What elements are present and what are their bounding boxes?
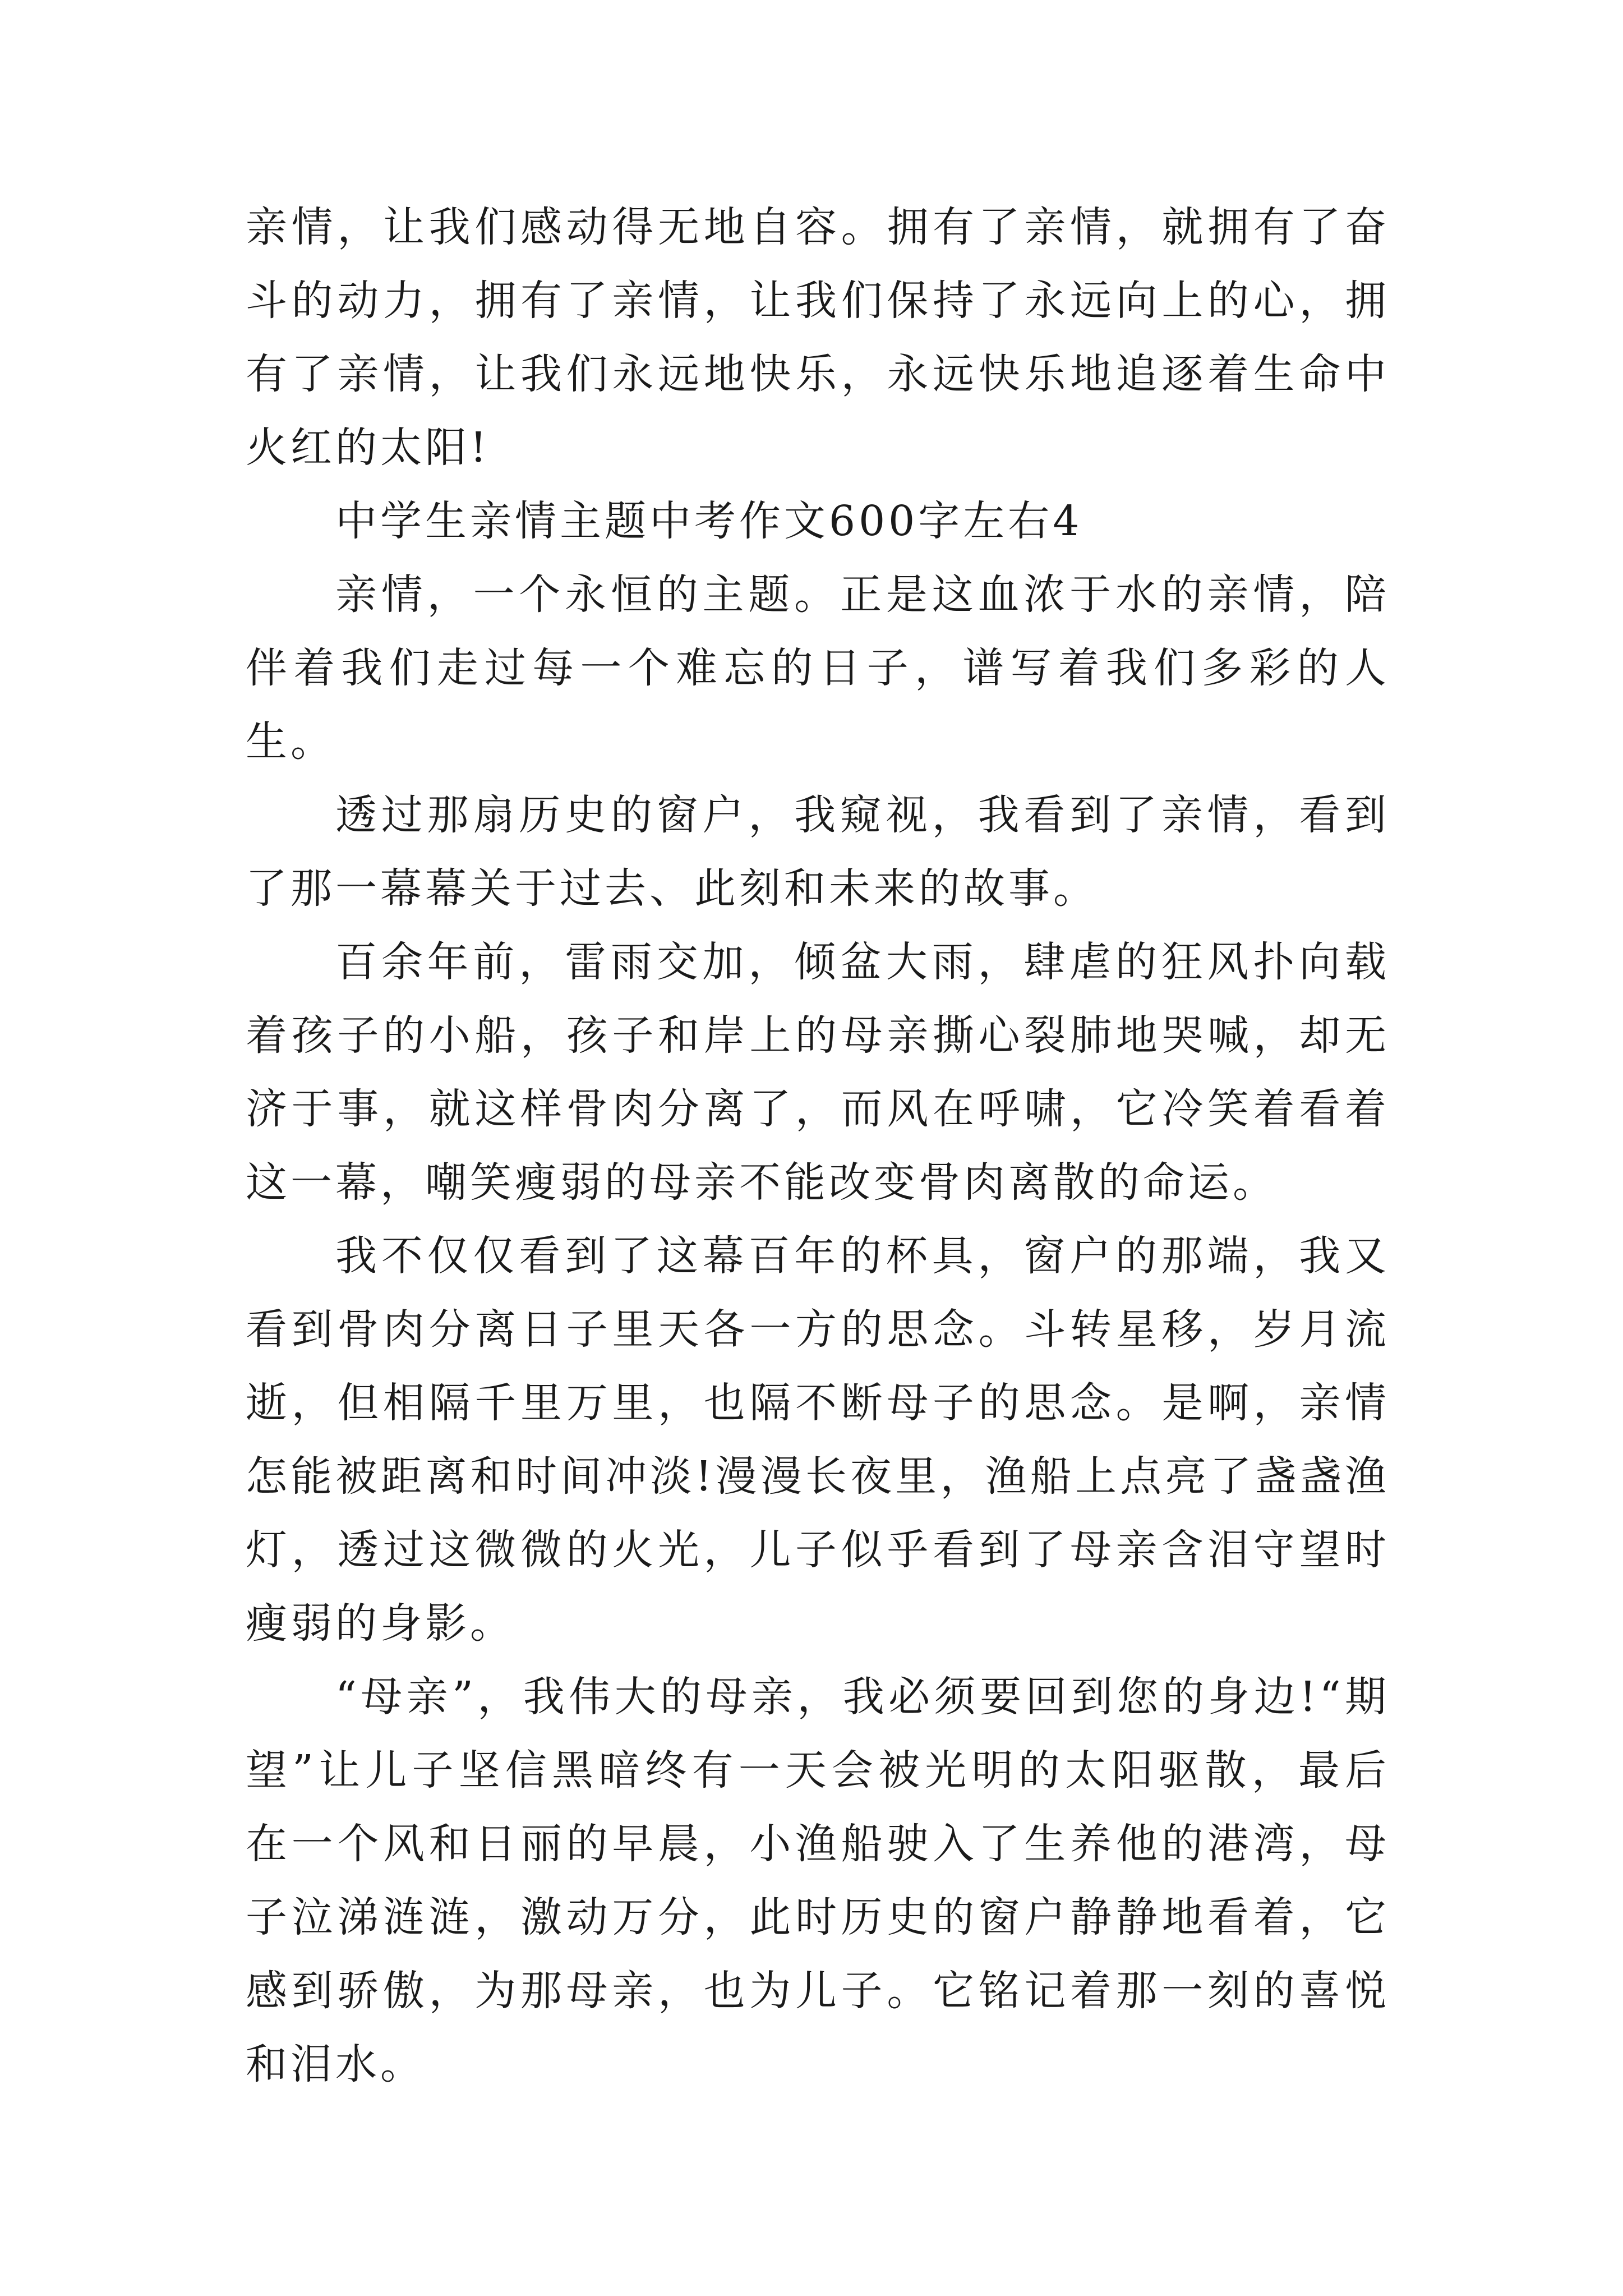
paragraph: 透过那扇历史的窗户，我窥视，我看到了亲情，看到了那一幕幕关于过去、此刻和未来的故事。 bbox=[246, 791, 1390, 913]
paragraph: 百余年前，雷雨交加，倾盆大雨，肆虐的狂风扑向载着孩子的小船，孩子和岸上的母亲撕心裂肺地哭喊，却无济于事，就这样骨肉分离了，而风在呼啸，它冷笑着看着这一幕，嘲笑瘦弱的母亲不能改变骨肉离散的命运。 bbox=[246, 938, 1390, 1207]
paragraph: 我不仅仅看到了这幕百年的杯具，窗户的那端，我又看到骨肉分离日子里天各一方的思念。斗转星移，岁月流逝，但相隔千里万里，也隔不断母子的思念。是啊，亲情怎能被距离和时间冲淡!漫漫长夜里，渔船上点亮了盏盏渔灯，透过这微微的火光，儿子似乎看到了母亲含泪守望时瘦弱的身影。 bbox=[246, 1232, 1390, 1648]
document-body bbox=[246, 191, 1390, 2101]
paragraph: 亲情，一个永恒的主题。正是这血浓于水的亲情，陪伴着我们走过每一个难忘的日子，谱写着我们多彩的人生。 bbox=[246, 570, 1390, 766]
essay-title: 中学生亲情主题中考作文600字左右4 bbox=[335, 497, 1083, 545]
paragraph-continuation: 亲情，让我们感动得无地自容。拥有了亲情，就拥有了奋斗的动力，拥有了亲情，让我们保持了永远向上的心，拥有了亲情，让我们永远地快乐，永远快乐地追逐着生命中火红的太阳! bbox=[246, 203, 1390, 472]
paragraph: “母亲”，我伟大的母亲，我必须要回到您的身边!“期望”让儿子坚信黑暗终有一天会被光明的太阳驱散，最后在一个风和日丽的早晨，小渔船驶入了生养他的港湾，母子泣涕涟涟，激动万分，此时历史的窗户静静地看着，它感到骄傲，为那母亲，也为儿子。它铭记着那一刻的喜悦和泪水。 bbox=[246, 1673, 1390, 2088]
